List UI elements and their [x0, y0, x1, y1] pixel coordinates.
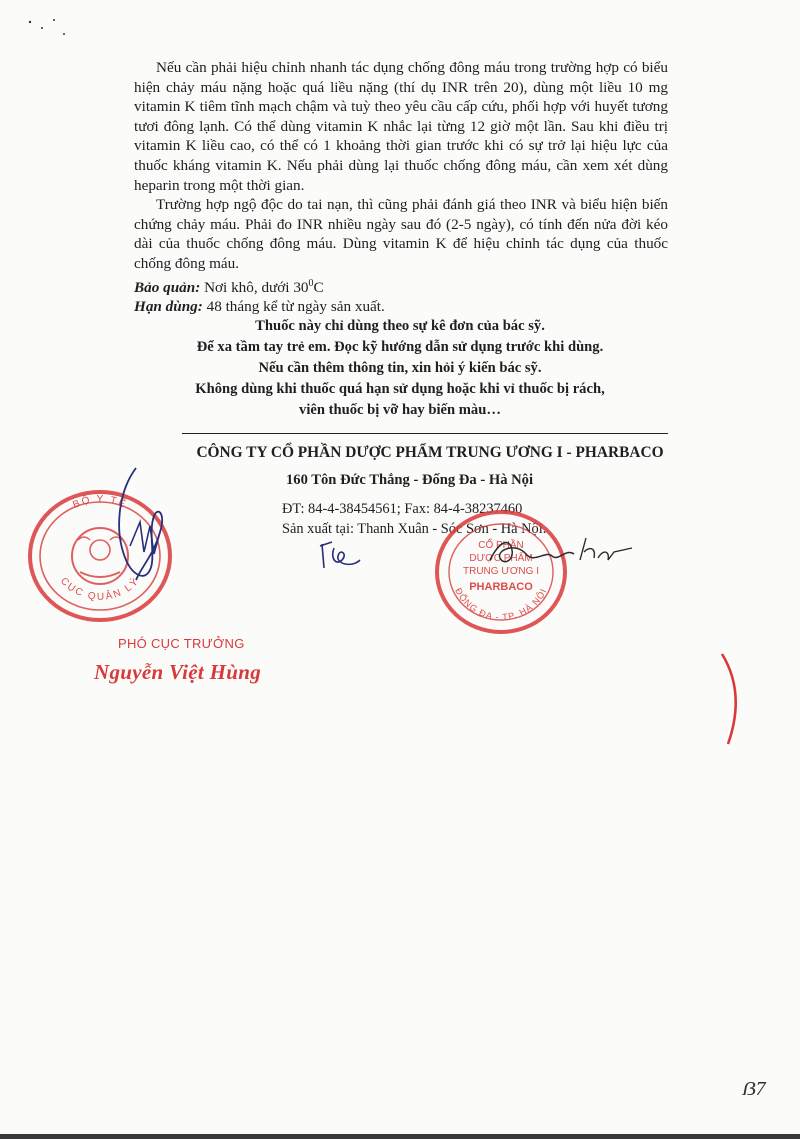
storage-unit: C	[313, 278, 324, 296]
company-seal-stamp	[428, 506, 574, 640]
paragraph-overdose-correction: Nếu cần phải hiệu chỉnh nhanh tác dụng chống đông máu trong trường hợp có biểu hiện chảy máu nặng hoặc quá liều nặng (thí dụ INR trên 20), dùng một liều 10 mg vitamin K tiêm tĩnh mạch chậm và tuỳ theo yêu cầu cấp cứu, phối hợp với huyết tương tươi đông lạnh. Có thể dùng vitamin K nhắc lại từng 12 giờ một lần. Sau khi điều trị vitamin K liều cao, có thể có 1 khoảng thời gian trước khi có sự trở lại hiệu lực của thuốc kháng vitamin K. Nếu phải dùng lại thuốc chống đông máu, cần xem xét dùng heparin trong một thời gian.	[134, 59, 668, 194]
seal-top-text: BỘ Y TẾ	[71, 493, 129, 511]
warning-line: Không dùng khi thuốc quá hạn sử dụng hoặc khi vỉ thuốc bị rách,	[195, 381, 605, 397]
storage-label: Bảo quản:	[134, 278, 201, 296]
margin-mark-red	[716, 650, 746, 750]
storage-value: Nơi khô, dưới 30	[200, 278, 309, 296]
page-mark: ẞ7	[742, 1078, 766, 1100]
seal-center-line: TRUNG ƯƠNG I	[462, 566, 540, 577]
svg-text:CỤC QUẢN LÝ	[58, 574, 142, 603]
scan-artifacts	[24, 14, 74, 44]
paragraph-accidental-poisoning: Trường hợp ngộ độc do tai nạn, thì cũng phải đánh giá theo INR và biểu hiện biến chứng chảy máu. Phải đo INR nhiều ngày sau đó (2-5 ngày), có tính đến nửa đời kéo dài của thuốc chống đông máu. Dùng vitamin K để hiệu chỉnh tác dụng của thuốc chống đông máu.	[134, 196, 668, 272]
storage-degree: 0	[308, 277, 314, 289]
manufacturing-site: Sản xuất tại: Thanh Xuân - Sóc Sơn - Hà Nội.	[282, 521, 547, 537]
warning-line: Nếu cần thêm thông tin, xin hỏi ý kiến bác sỹ.	[258, 360, 542, 376]
seal-bottom-text: ĐỐNG ĐA - TP. HÀ NỘI	[453, 586, 549, 623]
storage-line	[134, 274, 668, 298]
seal-center-line: CỔ PHẦN	[478, 540, 524, 551]
body-text	[134, 58, 668, 317]
expiry-line	[134, 297, 668, 317]
company-address: 160 Tôn Đức Thắng - Đống Đa - Hà Nội	[286, 472, 534, 488]
seal-center-line: PHARBACO	[469, 581, 533, 593]
warnings-block	[130, 316, 670, 421]
company-name: CÔNG TY CỔ PHẦN DƯỢC PHẨM TRUNG ƯƠNG I - PHARBACO	[196, 444, 664, 461]
initials-scribble	[318, 538, 368, 574]
signatory-name: Nguyễn Việt Hùng	[94, 660, 261, 684]
ministry-seal-stamp	[20, 478, 180, 628]
expiry-label: Hạn dùng:	[134, 298, 203, 316]
warning-line: Để xa tầm tay trẻ em. Đọc kỹ hướng dẫn sử dụng trước khi dùng.	[196, 339, 604, 355]
signatory-title: PHÓ CỤC TRƯỞNG	[118, 636, 245, 651]
seal-center-line: DƯỢC PHẨM	[469, 553, 533, 564]
warning-line: viên thuốc bị vỡ hay biến màu…	[299, 402, 501, 418]
phone-fax: ĐT: 84-4-38454561; Fax: 84-4-38237460	[282, 501, 523, 517]
scan-bottom-edge	[0, 1134, 800, 1139]
warning-line: Thuốc này chỉ dùng theo sự kê đơn của bác sỹ.	[255, 318, 545, 334]
seal-bottom-text: CỤC QUẢN LÝ	[57, 575, 143, 603]
expiry-value: 48 tháng kể từ ngày sản xuất.	[202, 298, 385, 316]
divider-rule	[182, 433, 668, 434]
